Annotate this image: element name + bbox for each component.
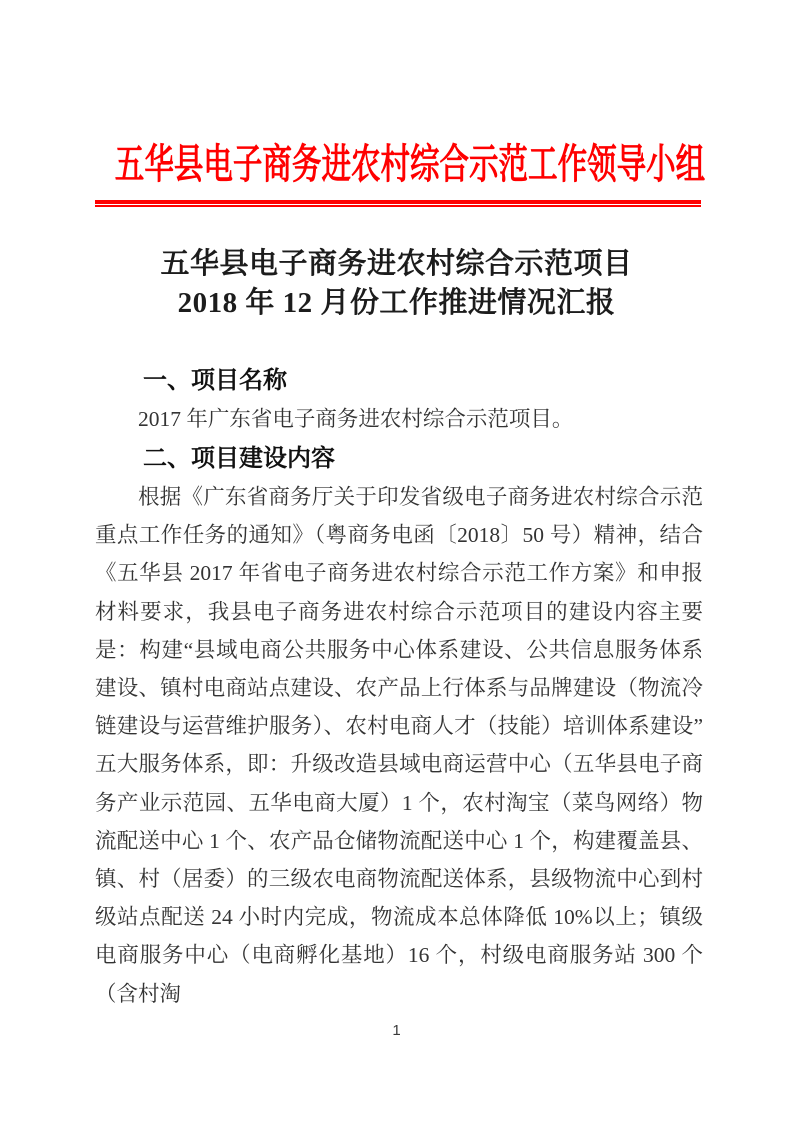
page-number: 1 [392, 1022, 401, 1039]
document-title-line1: 五华县电子商务进农村综合示范项目 [160, 248, 633, 280]
section-heading-project-content: 二、项目建设内容 [143, 445, 335, 472]
paragraph-project-content: 根据《广东省商务厅关于印发省级电子商务进农村综合示范重点工作任务的通知》（粤商务电函〔2018〕50 号）精神，结合《五华县 2017 年省电子商务进农村综合示范工作方案》和申报材料要求，我县电子商务进农村综合示范项目的建设内容主要是：构建“县域电商公共服务中心体系建设、公共信息服务体系建设、镇村电商站点建设、农产品上行体系与品牌建设（物流冷链建设与运营维护服务）、农村电商人才（技能）培训体系建设”五大服务体系，即：升级改造县域电商运营中心（五华县电子商务产业示范园、五华电商大厦）1 个，农村淘宝（菜鸟网络）物流配送中心 1 个、农产品仓储物流配送中心 1 个，构建覆盖县、镇、村（居委）的三级农电商物流配送体系，县级物流中心到村级站点配送 24 小时内完成，物流成本总体降低 10%以上；镇级电商服务中心（电商孵化基地）16 个，村级电商服务站 300 个（含村淘 [95, 485, 703, 1006]
letterhead-title-text: 五华县电子商务进农村综合示范工作领导小组 [114, 141, 706, 187]
document-title-line2: 2018 年 12 月份工作推进情况汇报 [177, 287, 616, 319]
section-heading-project-name: 一、项目名称 [143, 367, 287, 394]
document-body [95, 361, 703, 1013]
letterhead-title [0, 142, 793, 186]
document-title [0, 245, 793, 323]
paragraph-project-name: 2017 年广东省电子商务进农村综合示范项目。 [138, 407, 574, 431]
letterhead-divider-rule [95, 200, 701, 207]
